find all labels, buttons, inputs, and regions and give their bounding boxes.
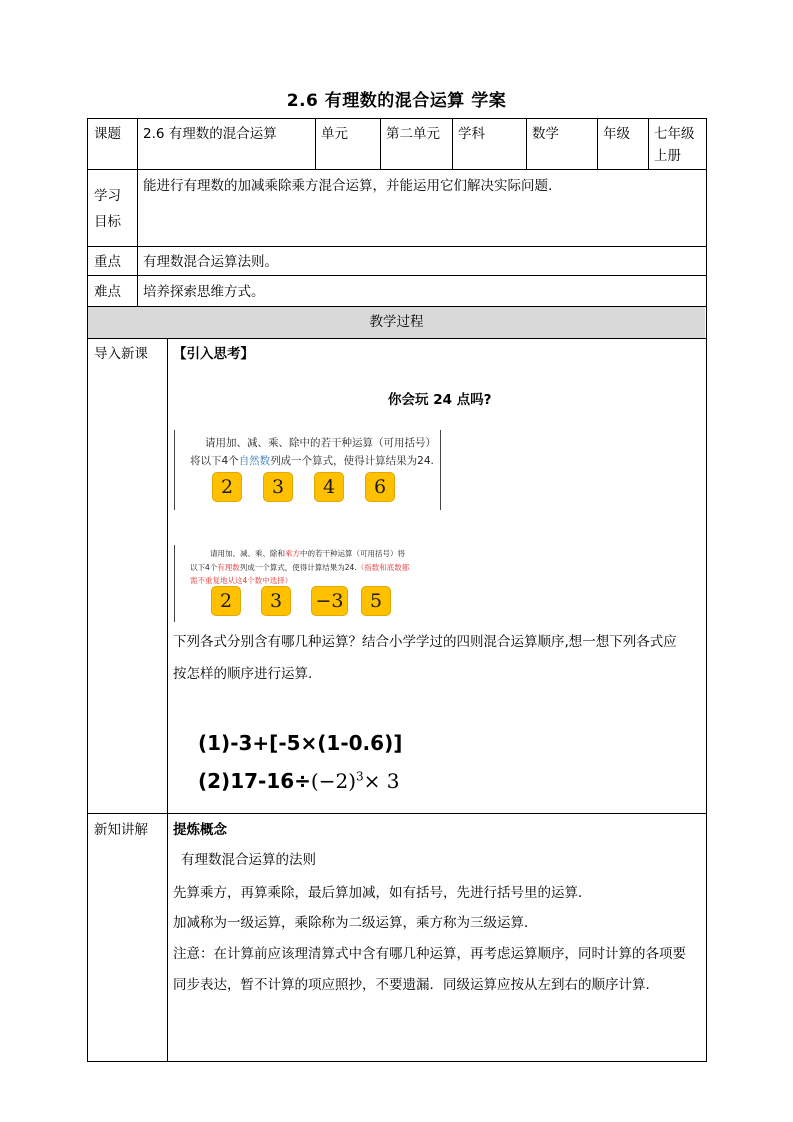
puzzle1-tile: 4	[314, 472, 344, 502]
subject-value: 数学	[532, 126, 559, 142]
key-point-label: 重点	[94, 254, 121, 270]
formula-2-exponent: 3	[356, 769, 364, 784]
process-header: 教学过程	[369, 314, 424, 330]
new-knowledge-subheading: 有理数混合运算的法则	[181, 852, 316, 868]
formula-2-a: (2)17-16÷	[198, 769, 311, 793]
new-knowledge-label: 新知讲解	[94, 822, 148, 838]
grade-value-line2: 上册	[654, 148, 681, 164]
lesson-value: 2.6 有理数的混合运算	[143, 126, 277, 142]
unit-value: 第二单元	[386, 126, 440, 142]
note-line2: 同步表达，暂不计算的项应照抄，不要遗漏．同级运算应按从左到右的顺序计算．	[173, 977, 659, 993]
new-knowledge-heading: 提炼概念	[173, 822, 227, 838]
intro-heading: 【引入思考】	[173, 346, 254, 362]
key-point-text: 有理数混合运算法则。	[143, 254, 278, 270]
goals-text: 能进行有理数的加减乘除乘方混合运算，并能运用它们解决实际问题.	[143, 178, 553, 194]
goals-label-line1: 学习	[94, 188, 121, 204]
grade-value-line1: 七年级	[654, 126, 695, 142]
puzzle2-tile: 3	[261, 586, 291, 616]
rule-1: 先算乘方，再算乘除，最后算加减，如有括号，先进行括号里的运算．	[173, 885, 592, 901]
formula-2-b: (−2)	[310, 769, 357, 793]
puzzle2-line1-a: 请用加、减、乘、除和	[210, 549, 285, 558]
difficulty-text: 培养探索思维方式。	[143, 284, 265, 300]
intro-question-line1: 下列各式分别含有哪几种运算？结合小学学过的四则混合运算顺序,想一想下列各式应	[173, 634, 677, 650]
grade-label: 年级	[603, 126, 630, 142]
formula-2	[198, 769, 400, 793]
puzzle1-tile: 6	[365, 472, 395, 502]
puzzle1-line2-c: 列成一个算式，使得计算结果为24.	[270, 455, 434, 467]
intro-question-line2: 按怎样的顺序进行运算.	[173, 666, 313, 682]
puzzle1-line1: 请用加、减、乘、除中的若干种运算（可用括号）	[205, 437, 436, 449]
rule-2: 加减称为一级运算，乘除称为二级运算，乘方称为三级运算．	[173, 915, 538, 931]
subject-label: 学科	[458, 126, 485, 142]
puzzle2-line2-d: （指数和底数都	[356, 563, 410, 572]
puzzle2-line2-a: 以下4个	[190, 563, 218, 572]
lesson-label: 课题	[94, 126, 121, 142]
difficulty-label: 难点	[94, 284, 121, 300]
document-title: 2.6 有理数的混合运算 学案	[286, 91, 507, 111]
puzzle1-tile: 3	[263, 472, 293, 502]
formula-2-c: × 3	[363, 769, 400, 793]
note-line1: 注意：在计算前应该理清算式中含有哪几种运算，再考虑运算顺序，同时计算的各项要	[173, 946, 686, 962]
puzzle2-line1-b: 乘方	[285, 549, 300, 558]
unit-label: 单元	[321, 126, 348, 142]
puzzle2-line3: 需不重复地从这4个数中选择）	[190, 576, 293, 585]
puzzle1-line2-a: 将以下4个	[190, 455, 239, 467]
puzzle2-line2-b: 有理数	[217, 563, 240, 572]
goals-label-line2: 目标	[94, 214, 121, 230]
puzzle2-tile: −3	[311, 586, 348, 616]
intro-label: 导入新课	[94, 346, 148, 362]
puzzle1-line2-b: 自然数	[238, 455, 271, 467]
puzzle-title: 你会玩 24 点吗?	[388, 392, 492, 408]
puzzle2-line1-c: 中的若干种运算（可用括号）将	[300, 549, 405, 558]
formula-1: (1)-3+[-5×(1-0.6)]	[198, 731, 403, 755]
puzzle2-tile: 2	[211, 586, 241, 616]
puzzle2-tile: 5	[361, 586, 391, 616]
puzzle2-line2-c: 列成一个算式，使得计算结果为24.	[239, 563, 357, 572]
puzzle1-tile: 2	[212, 472, 242, 502]
